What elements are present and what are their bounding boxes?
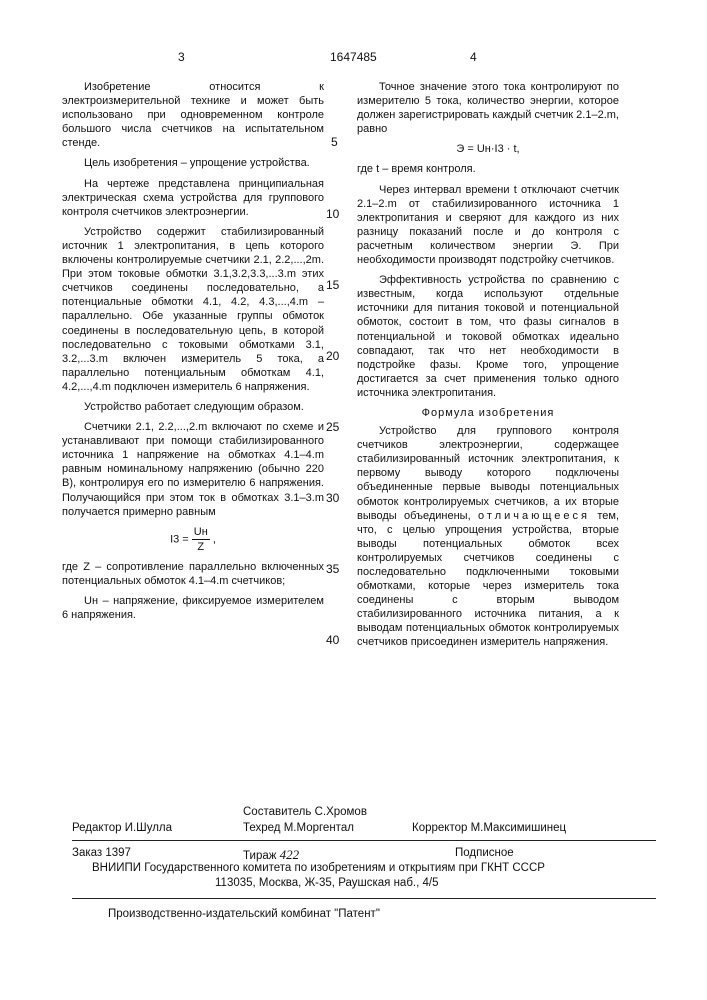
paragraph: Устройство содержит стабилизированный источник 1 электропитания, в цепь которого включены контролируемые счетчики 2.1, 2.2,...,2m. При этом токовые обмотки 3.1,3.2,3.3,...3.m этих счетчиков соединены последовательно, а потенциальные обмотки 4.1, 4.2, 4.3,...,4.m – параллельно. Обе указанные группы обмоток соединены в последовательную цепь, в которой последовательно с токовыми обмотками 3.1, 3.2,...3.m включен измеритель 5 тока, а параллельно потенциальным обмоткам 4.1, 4.2,...,4.m подключен измеритель 6 напряжения. [62, 225, 324, 394]
paragraph: Цель изобретения – упрощение устройства. [62, 156, 324, 170]
page-number-right: 4 [470, 50, 477, 64]
line-number: 10 [326, 207, 339, 221]
order: Заказ 1397 [72, 847, 131, 859]
claims-spaced-word: отличающееся [478, 510, 590, 522]
paragraph: Изобретение относится к электроизмерительной технике и может быть использовано при одновременном контроле большого числа счетчиков на испытательном стенде. [62, 80, 324, 150]
claims-part-b: тем, что, с целью упрощения устройства, вторые выводы потенциальных обмоток всех контролируемых счетчиков соединены с последовательно подключенными токовыми обмотками, которые через измеритель тока соединены с вторым выводом стабилизированного источника питания, а к выводам потенциальных обмоток контролируемых счетчиков присоединен измеритель напряжения. [357, 510, 619, 649]
publisher: Производственно-издательский комбинат "Патент" [108, 908, 380, 920]
corrector: Корректор М.Максимишинец [412, 822, 566, 834]
compiler: Составитель С.Хромов [243, 806, 367, 818]
paragraph: где Z – сопротивление параллельно включенных потенциальных обмоток 4.1–4.m счетчиков; [62, 560, 324, 588]
tirazh-label: Тираж [243, 850, 276, 862]
formula-lhs: I3 = [170, 533, 189, 545]
paragraph: На чертеже представлена принципиальная электрическая схема устройства для группового контроля счетчиков электроэнергии. [62, 177, 324, 219]
paragraph: Точное значение этого тока контролируют по измерителю 5 тока, количество энергии, которое должен зарегистрировать каждый счетчик 2.1–2.m, равно [357, 80, 619, 136]
right-column [357, 80, 619, 656]
page-number-left: 3 [178, 50, 185, 64]
left-column [62, 80, 324, 628]
editor: Редактор И.Шулла [72, 822, 172, 834]
line-number: 20 [326, 349, 339, 363]
line-number: 5 [331, 135, 338, 149]
paragraph: Счетчики 2.1, 2.2,...,2.m включают по схеме и устанавливают при помощи стабилизированного источника 1 напряжение на обмотках 4.1–4.m равным номинальному напряжению (обычно 220 В), контролируя его по измерителю 6 напряжения. Получающийся при этом ток в обмотках 3.1–3.m получается примерно равным [62, 420, 324, 519]
subscription: Подписное [455, 847, 514, 859]
tirazh [243, 847, 299, 863]
claims-text [357, 424, 619, 650]
vniipi: ВНИИПИ Государственного комитета по изобретениям и открытиям при ГКНТ СССР [92, 862, 545, 874]
claims-heading: Формула изобретения [357, 406, 619, 420]
paragraph: Устройство работает следующим образом. [62, 400, 324, 414]
formula-fraction [192, 525, 210, 554]
formula-tail: , [213, 533, 216, 545]
formula-numerator: Uн [192, 525, 210, 540]
techred: Техред М.Моргентал [243, 822, 354, 834]
paragraph: Через интервал времени t отключают счетчик 2.1–2.m от стабилизированного источника 1 электропитания и сверяют для каждого из них разницу показаний после и до контроля с расчетным количеством энергии Э. При необходимости производят подстройку счетчиков. [357, 183, 619, 268]
patent-number: 1647485 [330, 50, 377, 64]
tirazh-value: 422 [280, 847, 300, 862]
divider [72, 840, 656, 841]
line-number: 30 [326, 491, 339, 505]
formula-denominator: Z [192, 540, 210, 554]
address: 113035, Москва, Ж-35, Раушская наб., 4/5 [215, 877, 438, 889]
formula-energy: Э = Uн·I3 · t, [357, 142, 619, 156]
line-number: 15 [326, 278, 339, 292]
line-number: 25 [326, 420, 339, 434]
paragraph: где t – время контроля. [357, 162, 619, 176]
claims-part-a: Устройство для группового контроля счетчиков электроэнергии, содержащее стабилизированный источник электропитания, к первому выводу которого подключены объединенные первые выводы потенциальных обмоток контролируемых счетчиков, а их вторые выводы объединены, [357, 425, 619, 522]
divider [72, 898, 656, 899]
paragraph: Uн – напряжение, фиксируемое измерителем 6 напряжения. [62, 594, 324, 622]
paragraph: Эффективность устройства по сравнению с известным, когда используют отдельные источники для питания токовой и потенциальной обмоток, состоит в том, что фазы сигналов в потенциальной и токовой обмотках идеально совпадают, так что нет необходимости в подстройке фазы. Кроме того, упрощение достигается за счет применения только одного источника электропитания. [357, 273, 619, 400]
line-number: 40 [326, 633, 339, 647]
formula-current [62, 525, 324, 554]
line-number: 35 [326, 562, 339, 576]
